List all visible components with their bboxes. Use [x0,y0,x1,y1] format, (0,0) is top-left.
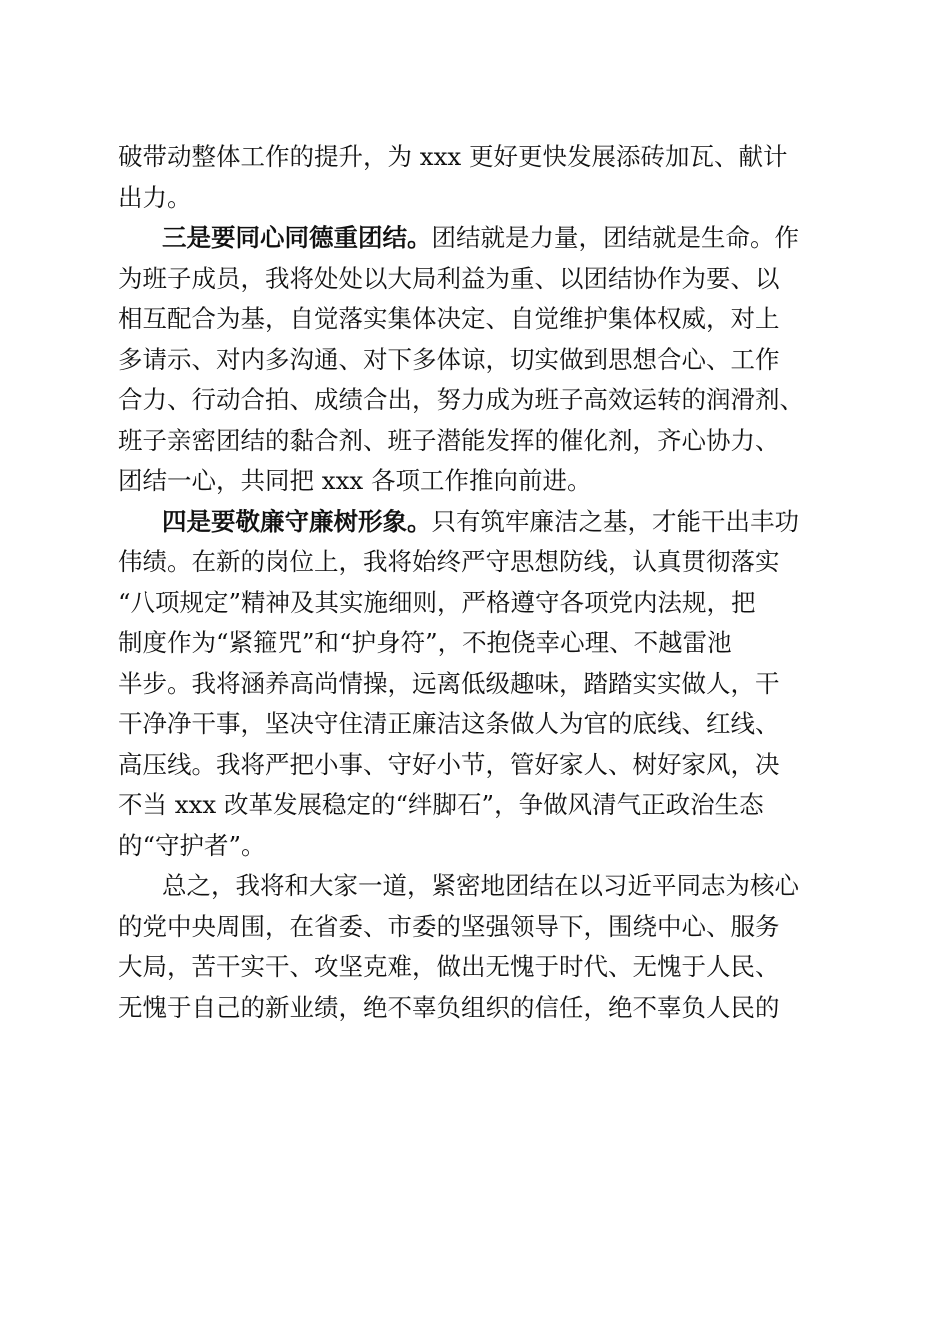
text-line [118,502,830,543]
text-line: 的党中央周围，在省委、市委的坚强领导下，围绕中心、服务 [118,911,780,941]
text-line: 不当 xxx 改革发展稳定的“绊脚石”，争做风清气正政治生态 [118,790,764,819]
text-line: 为班子成员，我将处处以大局利益为重、以团结协作为要、以 [118,263,780,293]
text-line: 多请示、对内多沟通、对下多体谅，切实做到思想合心、工作 [118,344,780,374]
text-line: 高压线。我将严把小事、守好小节，管好家人、树好家风，决 [118,749,780,779]
document-body [118,137,830,1028]
text-run: 团结就是力量，团结就是生命。作 [431,223,799,252]
paragraph-4 [118,866,830,1028]
text-line: 出力。 [118,182,192,212]
paragraph-heading: 四是要敬廉守廉树形象。 [162,506,432,536]
text-line: “八项规定”精神及其实施细则，严格遵守各项党内法规，把 [118,587,756,617]
text-run: 只有筑牢廉洁之基，才能干出丰功 [431,506,799,536]
paragraph-1 [118,137,830,218]
text-line: 制度作为“紧箍咒”和“护身符”，不抱侥幸心理、不越雷池 [118,628,732,657]
text-line [118,218,830,259]
text-line: 的“守护者”。 [118,830,266,860]
text-line: 无愧于自己的新业绩，绝不辜负组织的信任，绝不辜负人民的 [118,992,780,1022]
text-line: 干净净干事，坚决守住清正廉洁这条做人为官的底线、红线、 [118,709,780,738]
paragraph-2 [118,218,830,502]
text-line: 伟绩。在新的岗位上，我将始终严守思想防线，认真贯彻落实 [118,547,780,576]
text-line: 大局，苦干实干、攻坚克难，做出无愧于时代、无愧于人民、 [118,952,780,981]
text-line: 半步。我将涵养高尚情操，远离低级趣味，踏踏实实做人，干 [118,668,780,698]
text-line: 相互配合为基，自觉落实集体决定、自觉维护集体权威，对上 [118,304,780,333]
text-line: 团结一心，共同把 xxx 各项工作推向前进。 [118,466,592,495]
text-line: 破带动整体工作的提升，为 xxx 更好更快发展添砖加瓦、献计 [118,142,788,171]
text-line: 总之，我将和大家一道，紧密地团结在以习近平同志为核心 [162,871,799,900]
text-line: 合力、行动合拍、成绩合出，努力成为班子高效运转的润滑剂、 [118,385,804,414]
paragraph-3 [118,502,830,867]
text-line: 班子亲密团结的黏合剂、班子潜能发挥的催化剂，齐心协力、 [118,425,780,455]
paragraph-heading: 三是要同心同德重团结。 [162,223,432,252]
